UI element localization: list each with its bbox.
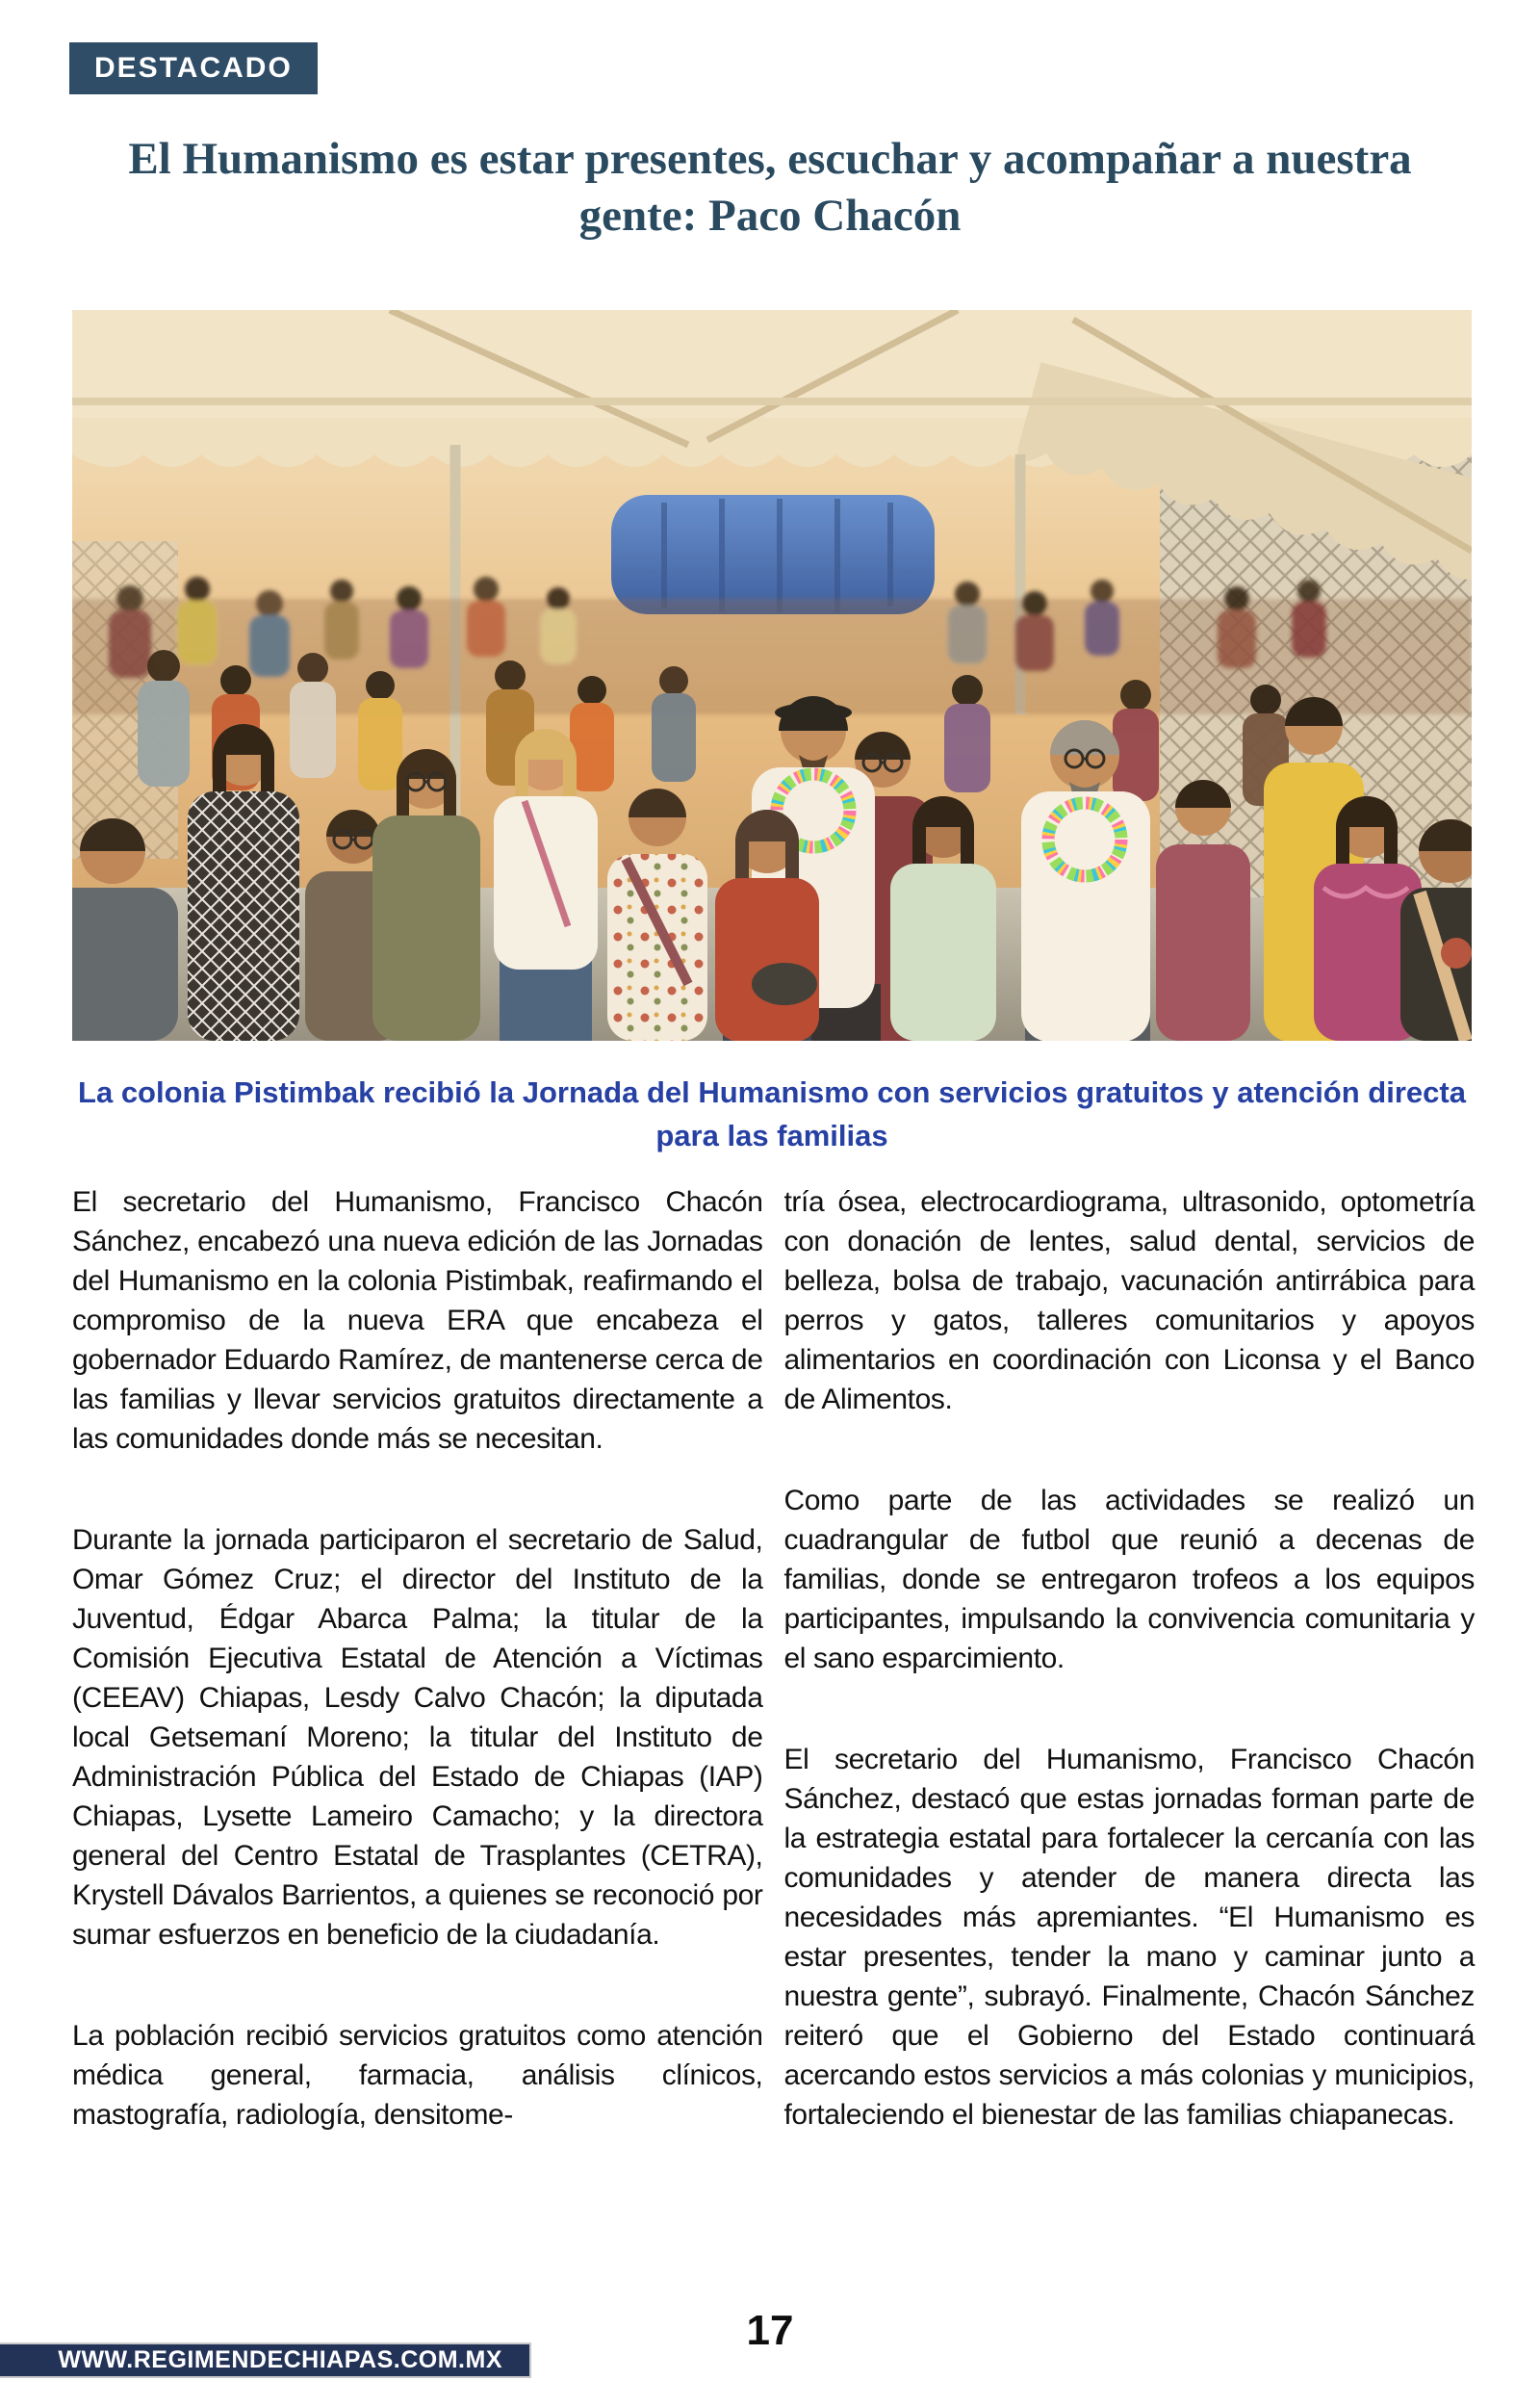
left-column	[72, 1182, 763, 2135]
article-headline	[0, 131, 1540, 245]
page-number: 17	[746, 2307, 794, 2354]
photo-illustration	[72, 310, 1472, 1041]
article-headline-text: El Humanismo es estar presentes, escuchar y acompañar a nuestra gente: Paco Chacón	[128, 134, 1412, 241]
article-body	[72, 1182, 1475, 2135]
article-photo	[72, 310, 1472, 1041]
section-badge	[69, 42, 318, 94]
paragraph-right-3: El secretario del Humanismo, Francisco Chacón Sánchez, destacó que estas jornadas forman parte de la estrategia estatal para fortalecer la cercanía con las comunidades y atender de manera directa las necesidades más apremiantes. “El Humanismo es estar presentes, tender la mano y caminar junto a nuestra gente”, subrayó. Finalmente, Chacón Sánchez reiteró que el Gobierno del Estado continuará acercando estos servicios a más colonias y municipios, fortaleciendo el bienestar de las familias chiapanecas.	[783, 1744, 1475, 2131]
paragraph-left-1: El secretario del Humanismo, Francisco Chacón Sánchez, encabezó una nueva edición de las Jornadas del Humanismo en la colonia Pistimbak, reafirmando el compromiso de la nueva ERA que encabeza el gobernador Eduardo Ramírez, de mantenerse cerca de las familias y llevar servicios gratuitos directamente a las comunidades donde más se necesitan.	[72, 1186, 763, 1455]
footer-bar	[0, 2342, 531, 2378]
photo-caption: La colonia Pistimbak recibió la Jornada del Humanismo con servicios gratuitos y atención directa para las familias	[78, 1075, 1466, 1152]
paragraph-right-1: tría ósea, electrocardiograma, ultrasonido, optometría con donación de lentes, salud dental, servicios de belleza, bolsa de trabajo, vacunación antirrábica para perros y gatos, talleres comunitarios y apoyos alimentarios en coordinación con Liconsa y el Banco de Alimentos.	[783, 1186, 1475, 1415]
warm-light-overlay	[72, 310, 1472, 1041]
paragraph-left-3: La población recibió servicios gratuitos como atención médica general, farmacia, análisis clínicos, mastografía, radiología, densitome-	[72, 2020, 763, 2131]
right-column	[784, 1182, 1476, 2135]
paragraph-right-2: Como parte de las actividades se realizó un cuadrangular de futbol que reunió a decenas de familias, donde se entregaron trofeos a los equipos participantes, impulsando la convivencia comunitaria y el sano esparcimiento.	[783, 1485, 1475, 1674]
section-badge-label: DESTACADO	[94, 52, 293, 84]
paragraph-left-2: Durante la jornada participaron el secretario de Salud, Omar Gómez Cruz; el director del Instituto de la Juventud, Édgar Abarca Palma; la titular de la Comisión Ejecutiva Estatal de Atención a Víctimas (CEEAV) Chiapas, Lesdy Calvo Chacón; la diputada local Getsemaní Moreno; la titular del Instituto de Administración Pública del Estado de Chiapas (IAP) Chiapas, Lysette Lameiro Camacho; y la directora general del Centro Estatal de Trasplantes (CETRA), Krystell Dávalos Barrientos, a quienes se reconoció por sumar esfuerzos en beneficio de la ciudadanía.	[72, 1524, 763, 1951]
footer-url[interactable]: WWW.REGIMENDECHIAPAS.COM.MX	[58, 2346, 502, 2373]
